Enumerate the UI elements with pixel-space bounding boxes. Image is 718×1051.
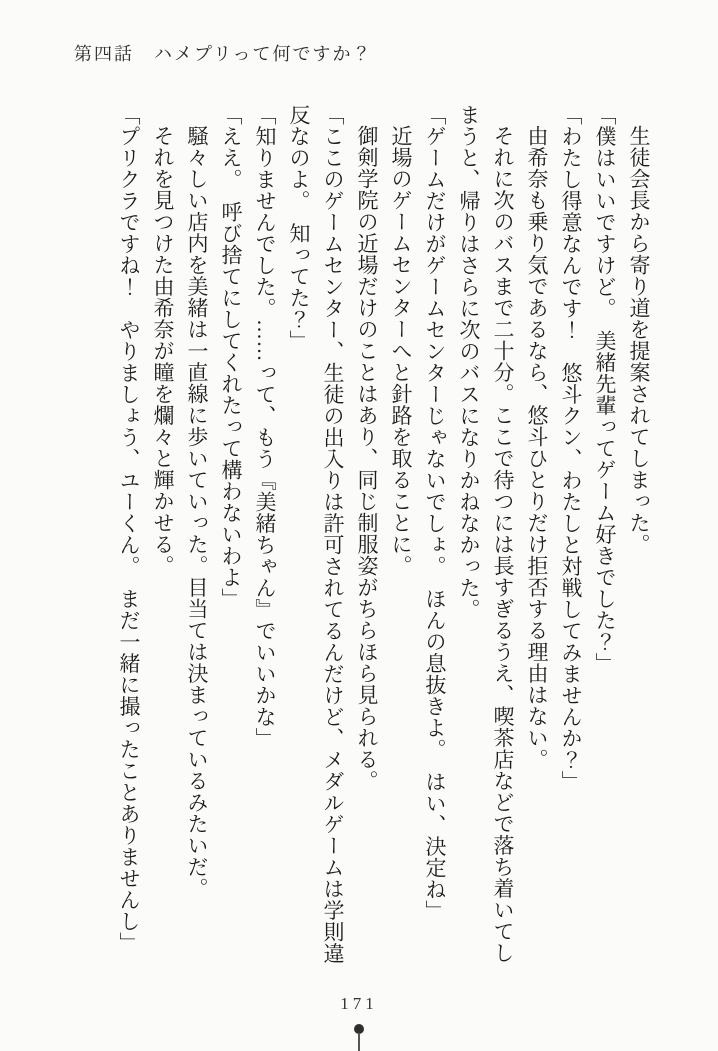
text-line: それを見つけた由希奈が瞳を爛々と輝かせる。 [151,125,175,577]
text-line: 「わたし得意なんです！ 悠斗クン、わたしと対戦してみませんか？」 [559,104,583,792]
text-line: 「僕はいいですけど。 美緒先輩ってゲーム好きでした？」 [593,104,617,674]
footer-pin-ornament-icon [0,1024,718,1051]
text-line: 「ええ。 呼び捨てにしてくれたって構わないわよ」 [219,104,243,610]
text-line: 「知りませんでした。……って、もう『美緒ちゃん』でいいかな」 [253,104,277,749]
text-line: 由希奈も乗り気であるなら、悠斗ひとりだけ拒否する理由はない。 [525,125,549,770]
ornament-stem [358,1033,360,1051]
text-line: 「ゲームだけがゲームセンターじゃないでしょ。 ほんの息抜きよ。 はい、決定ね」 [423,104,447,922]
page-number: 171 [340,994,378,1013]
text-line: 「ここのゲームセンター、生徒の出入りは許可されてるんだけど、メダルゲームは学則違 [321,104,345,964]
text-line: 騒々しい店内を美緒は一直線に歩いていった。目当ては決まっているみたいだ。 [185,125,209,899]
text-line: それに次のバスまで二十分。ここで待つには長すぎるうえ、喫茶店などで落ち着いてし [491,125,515,964]
text-line: 生徒会長から寄り道を提案されてしまった。 [627,125,651,555]
chapter-header: 第四話 ハメプリって何ですか？ [74,44,373,64]
text-line: 反なのよ。 知ってた？」 [287,104,311,352]
text-line: 「プリクラですね！ やりましょう、ユーくん。 まだ一緒に撮ったことありませんし」 [117,104,141,954]
text-line: 御剣学院の近場だけのことはあり、同じ制服姿がちらほら見られる。 [355,125,379,792]
text-line: 近場のゲームセンターへと針路を取ることに。 [389,125,413,577]
text-line: まうと、帰りはさらに次のバスになりかねなかった。 [457,104,481,620]
text-block [112,104,656,1004]
